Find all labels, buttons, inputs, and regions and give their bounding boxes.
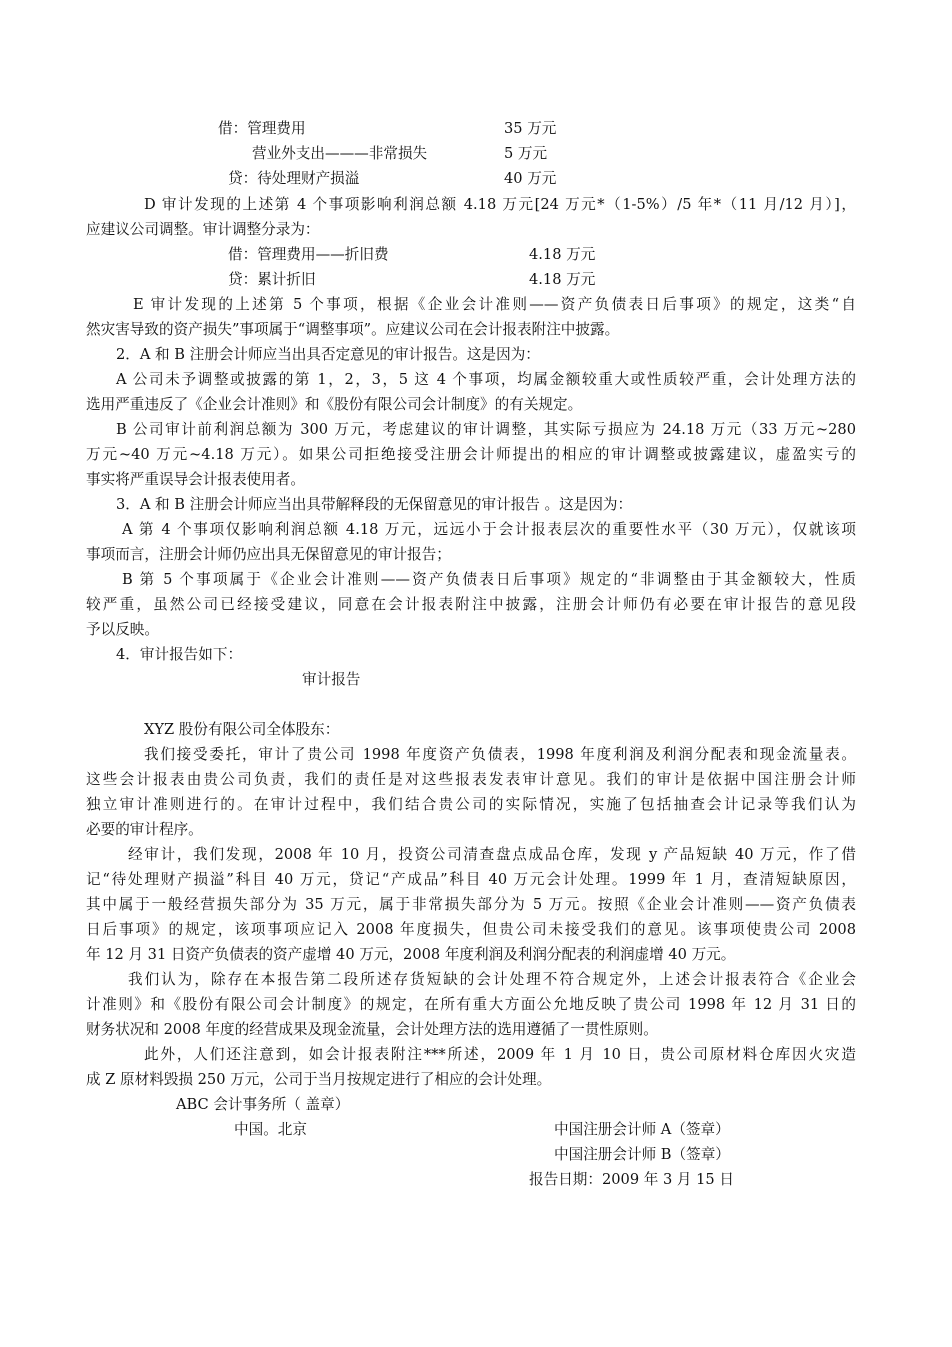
journal-debit-line: 借：管理费用 xyxy=(218,120,306,137)
paragraph-line: 应建议公司调整。审计调整分录为： xyxy=(86,221,320,238)
paragraph-line: 此外，人们还注意到，如会计报表附注***所述，2009 年 1 月 10 日，贵公司原材料仓库因火灾造 xyxy=(144,1046,856,1063)
firm-seal-line: ABC 会计事务所（ 盖章） xyxy=(176,1096,350,1113)
signatory-line: 中国注册会计师 A（签章） xyxy=(554,1121,730,1138)
signatory-line: 中国注册会计师 B（签章） xyxy=(554,1146,730,1163)
journal-debit-line: 营业外支出———非常损失 xyxy=(252,145,428,162)
report-addressee: XYZ 股份有限公司全体股东： xyxy=(144,721,340,738)
section-heading: 2．A 和 B 注册会计师应当出具否定意见的审计报告。这是因为： xyxy=(116,346,540,363)
paragraph-line: 成 Z 原材料毁损 250 万元，公司于当月按规定进行了相应的会计处理。 xyxy=(86,1071,552,1088)
paragraph-line: 财务状况和 2008 年度的经营成果及现金流量，会计处理方法的选用遵循了一贯性原则。 xyxy=(86,1021,658,1038)
journal-debit-line: 借：管理费用——折旧费 xyxy=(228,246,389,263)
paragraph-line: 必要的审计程序。 xyxy=(86,821,203,838)
paragraph-line: B 公司审计前利润总额为 300 万元，考虑建议的审计调整，其实际亏损应为 24.18 万元（33 万元~280 xyxy=(116,421,856,438)
section-heading: 3．A 和 B 注册会计师应当出具带解释段的无保留意见的审计报告 。这是因为： xyxy=(116,496,633,513)
paragraph-line: 独立审计准则进行的。在审计过程中，我们结合贵公司的实际情况，实施了包括抽查会计记录等我们认为 xyxy=(86,796,856,813)
paragraph-line: B 第 5 个事项属于《企业会计准则——资产负债表日后事项》规定的“非调整由于其金额较大，性质 xyxy=(122,571,856,588)
report-location: 中国。北京 xyxy=(234,1121,307,1138)
journal-credit-line: 贷：待处理财产损溢 xyxy=(228,170,360,187)
journal-credit-line: 贷：累计折旧 xyxy=(228,271,316,288)
paragraph-line: 年 12 月 31 日资产负债表的资产虚增 40 万元，2008 年度利润及利润分配表的利润虚增 40 万元。 xyxy=(86,946,736,963)
paragraph-line: D 审计发现的上述第 4 个事项影响利润总额 4.18 万元[24 万元*（1-5%）/5 年*（11 月/12 月）]， xyxy=(144,196,856,213)
paragraph-line: 较严重，虽然公司已经接受建议，同意在会计报表附注中披露，注册会计师仍有必要在审计报告的意见段 xyxy=(86,596,856,613)
paragraph-line: 事实将严重误导会计报表使用者。 xyxy=(86,471,305,488)
paragraph-line: A 公司未予调整或披露的第 1，2，3，5 这 4 个事项，均属金额较重大或性质较严重，会计处理方法的 xyxy=(116,371,856,388)
journal-amount: 40 万元 xyxy=(504,170,557,187)
paragraph-line: 其中属于一般经营损失部分为 35 万元，属于非常损失部分为 5 万元。按照《企业会计准则——资产负债表 xyxy=(86,896,856,913)
journal-amount: 4.18 万元 xyxy=(529,246,596,263)
paragraph-line: 经审计，我们发现，2008 年 10 月，投资公司清查盘点成品仓库，发现 y 产品短缺 40 万元，作了借 xyxy=(128,846,856,863)
report-date: 报告日期：2009 年 3 月 15 日 xyxy=(529,1171,734,1188)
paragraph-line: 记“待处理财产损溢”科目 40 万元，贷记“产成品”科目 40 万元会计处理。1999 年 1 月，查清短缺原因， xyxy=(86,871,856,888)
paragraph-line: A 第 4 个事项仅影响利润总额 4.18 万元，远远小于会计报表层次的重要性水平（30 万元），仅就该项 xyxy=(122,521,856,538)
paragraph-line: 事项而言，注册会计师仍应出具无保留意见的审计报告； xyxy=(86,546,451,563)
paragraph-line: 万元~40 万元~4.18 万元）。如果公司拒绝接受注册会计师提出的相应的审计调整或披露建议，虚盈实亏的 xyxy=(86,446,856,463)
section-heading: 4．审计报告如下： xyxy=(116,646,243,663)
paragraph-line: E 审计发现的上述第 5 个事项，根据《企业会计准则——资产负债表日后事项》的规定，这类“自 xyxy=(133,296,856,313)
report-title: 审计报告 xyxy=(302,671,361,688)
journal-amount: 4.18 万元 xyxy=(529,271,596,288)
paragraph-line: 计准则》和《股份有限公司会计制度》的规定，在所有重大方面公允地反映了贵公司 1998 年 12 月 31 日的 xyxy=(86,996,856,1013)
paragraph-line: 日后事项》的规定，该项事项应记入 2008 年度损失，但贵公司未接受我们的意见。该事项使贵公司 2008 xyxy=(86,921,856,938)
paragraph-line: 予以反映。 xyxy=(86,621,159,638)
paragraph-line: 我们接受委托，审计了贵公司 1998 年度资产负债表，1998 年度利润及利润分配表和现金流量表。 xyxy=(144,746,856,763)
paragraph-line: 我们认为，除存在本报告第二段所述存货短缺的会计处理不符合规定外，上述会计报表符合《企业会 xyxy=(128,971,856,988)
paragraph-line: 然灾害导致的资产损失”事项属于“调整事项”。应建议公司在会计报表附注中披露。 xyxy=(86,321,620,338)
journal-amount: 35 万元 xyxy=(504,120,557,137)
paragraph-line: 选用严重违反了《企业会计准则》和《股份有限公司会计制度》的有关规定。 xyxy=(86,396,583,413)
journal-amount: 5 万元 xyxy=(504,145,548,162)
paragraph-line: 这些会计报表由贵公司负责，我们的责任是对这些报表发表审计意见。我们的审计是依据中国注册会计师 xyxy=(86,771,856,788)
